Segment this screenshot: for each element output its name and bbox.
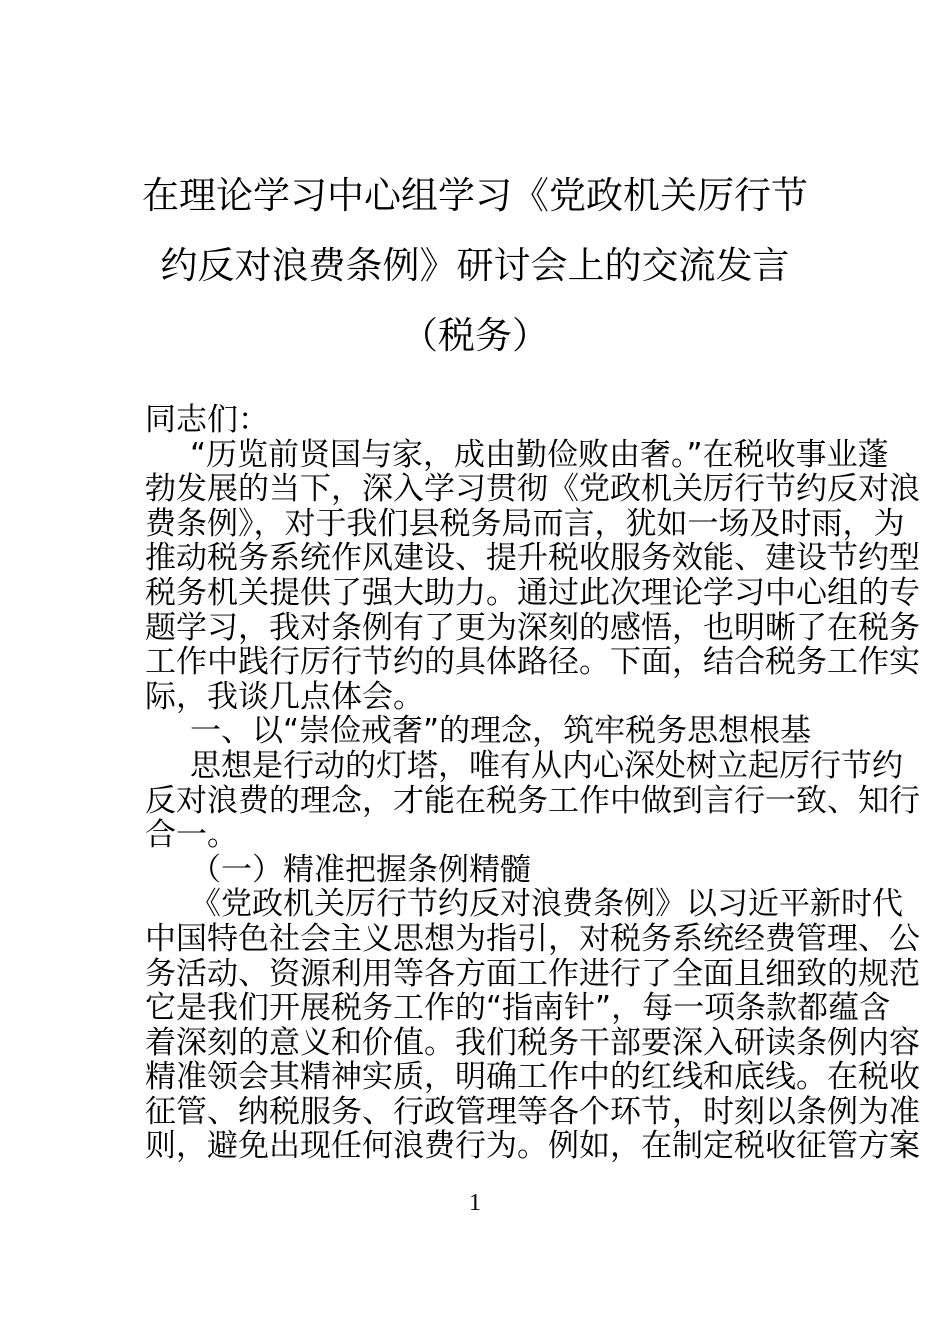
text-line: 题学习，我对条例有了更为深刻的感悟，也明晰了在税务 [145,609,920,646]
text-line: 税务机关提供了强大助力。通过此次理论学习中心组的专 [145,574,920,611]
text-line: （一）精准把握条例精髓 [190,851,531,888]
text-line: 际，我谈几点体会。 [145,678,424,715]
text-line: “历览前贤国与家，成由勤俭败由奢。”在税收事业蓬 [190,436,889,473]
document-title-line-1: 在理论学习中心组学习《党政机关厉行节 [142,174,808,217]
text-line: 推动税务系统作风建设、提升税收服务效能、建设节约型 [145,540,920,577]
text-line: 勃发展的当下，深入学习贯彻《党政机关厉行节约反对浪 [145,471,920,508]
document-body [145,402,920,1165]
page-number: 1 [469,1190,481,1216]
text-line: 同志们： [145,402,269,438]
document-title-subtitle: （税务） [401,314,549,357]
text-line: 思想是行动的灯塔，唯有从内心深处树立起厉行节约 [190,747,903,784]
text-line: 则，避免出现任何浪费行为。例如，在制定税收征管方案 [145,1128,920,1165]
text-line: 一、以“崇俭戒奢”的理念，筑牢税务思想根基 [190,713,812,750]
text-line: 精准领会其精神实质，明确工作中的红线和底线。在税收 [145,1059,920,1096]
text-line: 工作中践行厉行节约的具体路径。下面，结合税务工作实 [145,644,920,681]
text-line: 征管、纳税服务、行政管理等各个环节，时刻以条例为准 [145,1093,920,1130]
text-line: 合一。 [145,817,238,854]
text-line: 反对浪费的理念，才能在税务工作中做到言行一致、知行 [145,782,920,819]
text-line: 《党政机关厉行节约反对浪费条例》以习近平新时代 [190,886,903,923]
text-line: 中国特色社会主义思想为指引，对税务系统经费管理、公 [145,920,920,957]
text-line: 费条例》，对于我们县税务局而言，犹如一场及时雨，为 [145,505,905,542]
text-line: 务活动、资源利用等各方面工作进行了全面且细致的规范 [145,955,920,992]
text-line: 它是我们开展税务工作的“指南针”，每一项条款都蕴含 [145,990,891,1027]
document-title-line-2: 约反对浪费条例》研讨会上的交流发言 [160,244,790,287]
text-line: 着深刻的意义和价值。我们税务干部要深入研读条例内容 [145,1024,920,1061]
